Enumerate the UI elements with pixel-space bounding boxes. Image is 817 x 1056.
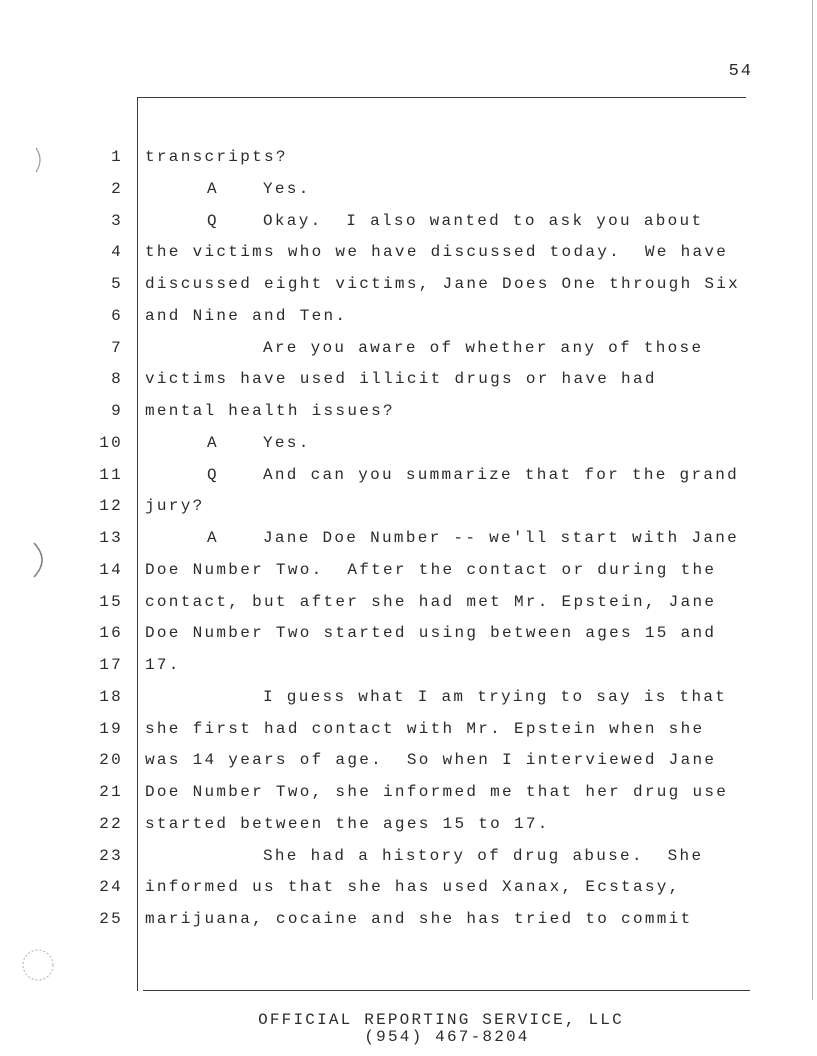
line-text: Are you aware of whether any of those [263, 338, 704, 357]
transcript-line [0, 617, 817, 649]
transcript-line [0, 363, 817, 395]
line-text: Doe Number Two started using between ages 15 and [145, 624, 717, 643]
line-text: She had a history of drug abuse. She [263, 846, 704, 865]
line-number: 7 [111, 338, 123, 357]
speaker-label: Q [207, 211, 219, 230]
line-number: 14 [99, 560, 123, 579]
line-text: Yes. [263, 433, 311, 452]
speaker-label: A [207, 529, 219, 547]
line-text: contact, but after she had met Mr. Epstein, Jane [145, 592, 717, 611]
speaker-label: A [207, 179, 219, 198]
transcript-line [0, 236, 817, 268]
line-text: discussed eight victims, Jane Does One through Six [145, 275, 741, 293]
line-number: 11 [99, 465, 123, 484]
transcript-box-bottom-border [143, 990, 750, 991]
line-number: 25 [99, 910, 123, 928]
line-text: and Nine and Ten. [145, 306, 348, 325]
line-text: And can you summarize that for the grand [263, 465, 740, 484]
line-number: 13 [99, 529, 123, 547]
line-text: mental health issues? [145, 402, 395, 420]
line-text: the victims who we have discussed today. We have [145, 243, 729, 262]
speaker-label: A [207, 433, 219, 452]
transcript-line [0, 586, 817, 618]
line-text: transcripts? [145, 148, 288, 166]
transcript-line [0, 427, 817, 459]
transcript-line [0, 744, 817, 776]
line-number: 4 [111, 243, 123, 262]
transcript-line [0, 205, 817, 237]
transcript-line [0, 903, 817, 935]
line-number: 9 [111, 402, 123, 420]
line-text: marijuana, cocaine and she has tried to commit [145, 910, 693, 928]
line-number: 2 [111, 179, 123, 198]
line-number: 8 [111, 370, 123, 389]
transcript-line [0, 522, 817, 554]
transcript-line [0, 840, 817, 872]
transcript-line [0, 459, 817, 491]
footer-phone-number: (954) 467-8204 [364, 1028, 530, 1046]
transcript-line [0, 681, 817, 713]
line-number: 1 [111, 148, 123, 166]
line-text: started between the ages 15 to 17. [145, 814, 550, 833]
line-text: was 14 years of age. So when I interviewed Jane [145, 751, 717, 770]
line-number: 16 [99, 624, 123, 643]
line-number: 22 [99, 814, 123, 833]
transcript-line [0, 776, 817, 808]
line-text: 17. [145, 656, 181, 674]
line-text: Yes. [263, 179, 311, 198]
transcript-line [0, 300, 817, 332]
line-number: 18 [99, 687, 123, 706]
line-number: 6 [111, 306, 123, 325]
line-text: Doe Number Two, she informed me that her drug use [145, 783, 729, 801]
line-number: 3 [111, 211, 123, 230]
line-number: 21 [99, 783, 123, 801]
page-number: 54 [728, 62, 753, 81]
speaker-label: Q [207, 465, 219, 484]
transcript-lines [0, 141, 817, 941]
transcript-line [0, 268, 817, 300]
hole-punch-circle [18, 945, 58, 985]
line-text: I guess what I am trying to say is that [263, 687, 728, 706]
line-number: 23 [99, 846, 123, 865]
line-number: 17 [99, 656, 123, 674]
line-number: 24 [99, 878, 123, 897]
line-text: Okay. I also wanted to ask you about [263, 211, 704, 230]
line-text: victims have used illicit drugs or have had [145, 370, 657, 389]
transcript-line [0, 395, 817, 427]
line-text: Doe Number Two. After the contact or during the [145, 560, 717, 579]
transcript-line [0, 173, 817, 205]
line-number: 19 [99, 719, 123, 738]
transcript-line [0, 554, 817, 586]
line-number: 15 [99, 592, 123, 611]
line-text: informed us that she has used Xanax, Ecstasy, [145, 878, 681, 897]
transcript-line [0, 490, 817, 522]
transcript-line [0, 649, 817, 681]
line-number: 10 [99, 433, 123, 452]
transcript-line [0, 871, 817, 903]
line-number: 5 [111, 275, 123, 293]
transcript-line [0, 713, 817, 745]
line-text: she first had contact with Mr. Epstein when she [145, 719, 705, 738]
line-text: Jane Doe Number -- we'll start with Jane [263, 529, 740, 547]
transcript-line [0, 808, 817, 840]
transcript-box-top-border [137, 97, 746, 98]
footer-company-name: OFFICIAL REPORTING SERVICE, LLC [258, 1011, 624, 1029]
line-number: 20 [99, 751, 123, 770]
line-text: jury? [145, 497, 205, 516]
transcript-line [0, 332, 817, 364]
line-number: 12 [99, 497, 123, 516]
transcript-line [0, 141, 817, 173]
